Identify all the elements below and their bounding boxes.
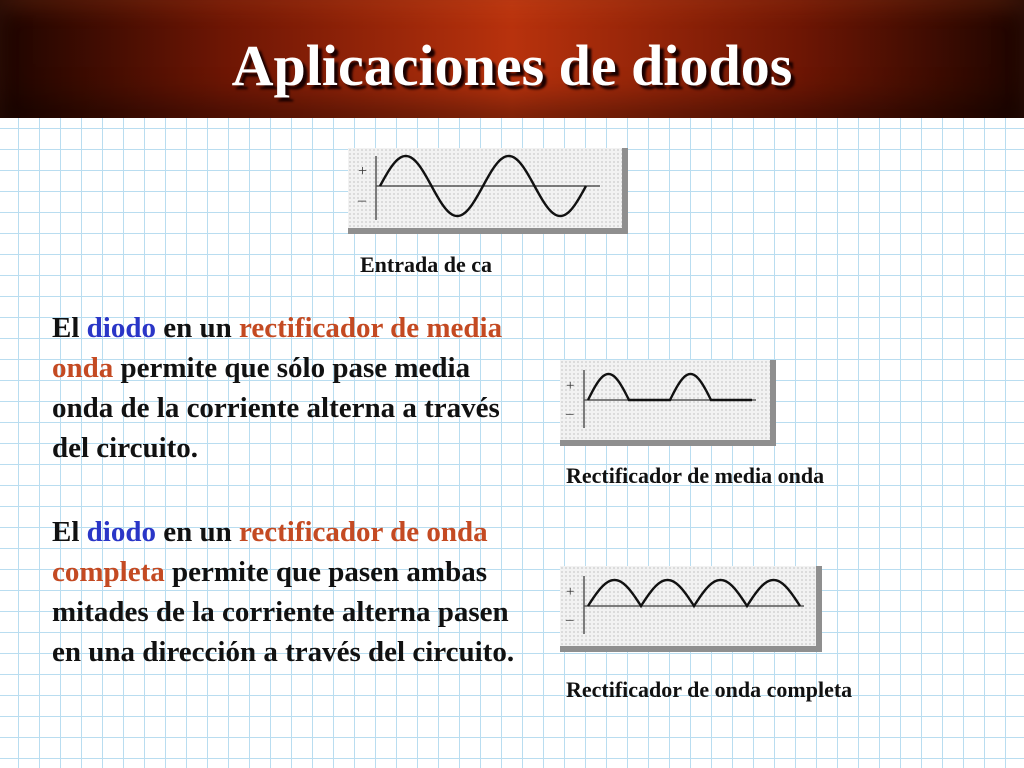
axis-plus-label: + (566, 378, 575, 394)
text-segment: permite que sólo pase media onda de la corriente alterna a través del circuito. (52, 352, 500, 464)
full-wave-graph (560, 566, 816, 646)
half-wave-graph (560, 360, 770, 440)
half-wave-waveform (588, 374, 752, 400)
term-half-wave-rectifier: rectificador de media onda (52, 312, 503, 384)
term-diodo: diodo (86, 516, 156, 548)
text-segment: El (52, 516, 87, 548)
full-wave-waveform (588, 580, 800, 606)
full-wave-caption: Rectificador de onda completa (566, 677, 853, 702)
axis-minus-label: – (566, 406, 574, 422)
text-segment: El (52, 312, 87, 344)
text-segment: en un (155, 312, 239, 344)
slide-title: Aplicaciones de diodos (231, 33, 793, 98)
title-banner (0, 0, 1024, 118)
text-segment: permite que pasen ambas mitades de la corriente alterna pasen en una dirección a través del circuito. (52, 556, 515, 668)
ac-input-caption: Entrada de ca (360, 252, 492, 277)
half-wave-figure (560, 360, 776, 446)
half-wave-caption: Rectificador de media onda (566, 463, 825, 488)
full-wave-figure (560, 566, 822, 652)
term-diodo: diodo (86, 312, 156, 344)
full-wave-description (52, 512, 522, 672)
axis-minus-label: – (358, 192, 366, 209)
axis-plus-label: + (566, 584, 575, 600)
term-full-wave-rectifier: rectificador de onda completa (52, 516, 488, 588)
text-segment: en un (155, 516, 239, 548)
sine-wave-graph (348, 148, 622, 228)
axis-plus-label: + (358, 163, 368, 180)
axis-minus-label: – (566, 612, 574, 628)
half-wave-description (52, 308, 522, 468)
ac-input-waveform-figure (348, 148, 628, 234)
